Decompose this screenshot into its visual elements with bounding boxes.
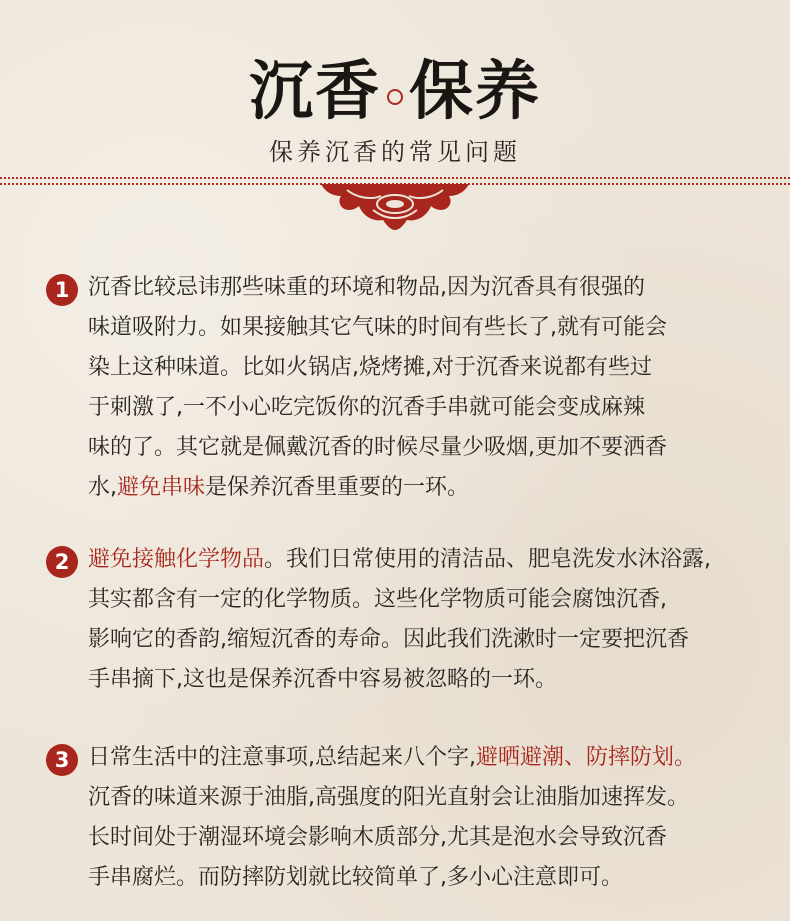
para-line: 于刺激了,一不小心吃完饭你的沉香手串就可能会变成麻辣 xyxy=(88,395,645,420)
number-badge: 1 xyxy=(46,274,78,306)
dotted-divider-top xyxy=(0,177,790,179)
para-line: 日常生活中的注意事项,总结起来八个字,避晒避潮、防摔防划。 xyxy=(88,745,697,770)
para-line: 染上这种味道。比如火锅店,烧烤摊,对于沉香来说都有些过 xyxy=(88,355,652,380)
section-paragraph xyxy=(88,268,773,508)
section-paragraph xyxy=(88,540,773,700)
highlight-text: 避免串味 xyxy=(117,475,206,500)
para-line: 影响它的香韵,缩短沉香的寿命。因此我们洗漱时一定要把沉香 xyxy=(88,627,689,652)
title-dot-icon xyxy=(387,89,403,105)
para-line: 沉香的味道来源于油脂,高强度的阳光直射会让油脂加速挥发。 xyxy=(88,785,689,810)
section-paragraph xyxy=(88,738,773,898)
number-badge: 3 xyxy=(46,744,78,776)
page-title xyxy=(0,52,790,132)
page-header xyxy=(0,0,790,240)
para-line: 沉香比较忌讳那些味重的环境和物品,因为沉香具有很强的 xyxy=(88,275,645,300)
highlight-text: 避免接触化学物品 xyxy=(88,547,265,572)
para-line: 避免接触化学物品。我们日常使用的清洁品、肥皂洗发水沐浴露, xyxy=(88,547,712,572)
para-line: 味的了。其它就是佩戴沉香的时候尽量少吸烟,更加不要洒香 xyxy=(88,435,667,460)
title-right: 保养 xyxy=(409,54,541,129)
highlight-text: 避晒避潮、防摔防划。 xyxy=(476,745,697,770)
number-badge: 2 xyxy=(46,546,78,578)
para-line: 味道吸附力。如果接触其它气味的时间有些长了,就有可能会 xyxy=(88,315,667,340)
para-line: 水,避免串味是保养沉香里重要的一环。 xyxy=(88,475,470,500)
red-cloud-ornament-icon xyxy=(317,180,473,232)
para-line: 手串腐烂。而防摔防划就比较简单了,多小心注意即可。 xyxy=(88,865,623,890)
title-left: 沉香 xyxy=(249,54,381,129)
para-line: 手串摘下,这也是保养沉香中容易被忽略的一环。 xyxy=(88,667,557,692)
para-line: 其实都含有一定的化学物质。这些化学物质可能会腐蚀沉香, xyxy=(88,587,667,612)
page-subtitle: 保养沉香的常见问题 xyxy=(269,138,521,166)
para-line: 长时间处于潮湿环境会影响木质部分,尤其是泡水会导致沉香 xyxy=(88,825,667,850)
